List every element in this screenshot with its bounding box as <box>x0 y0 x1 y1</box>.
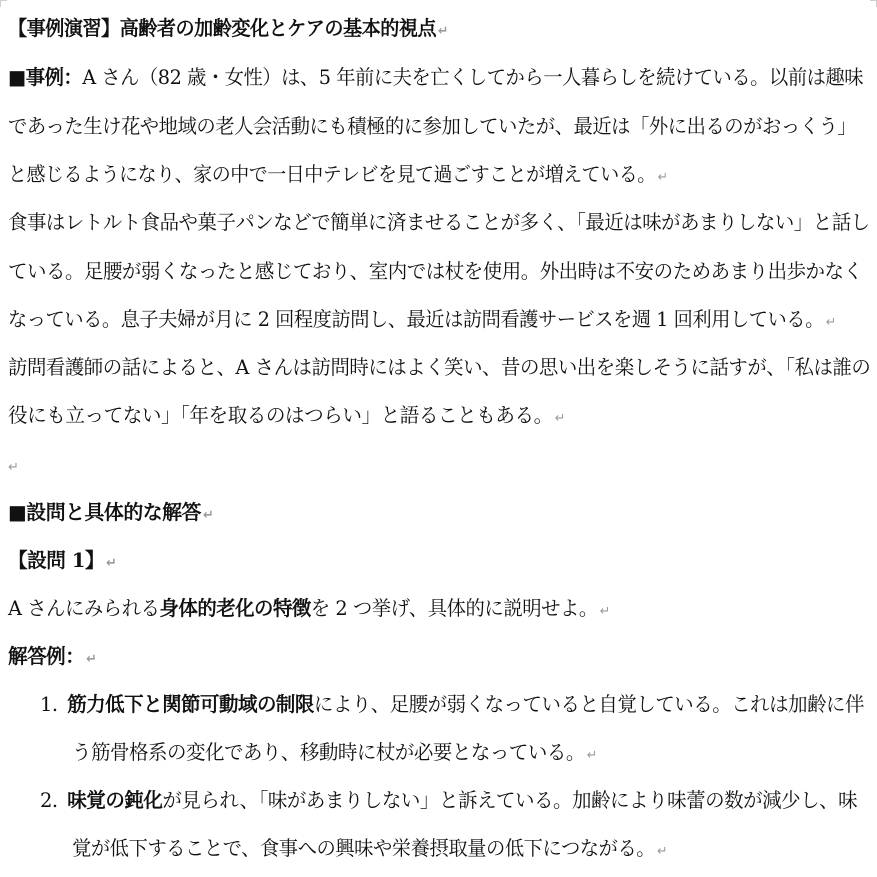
paragraph-mark-icon: ↵ <box>599 604 610 619</box>
answer-item-continuation: う筋骨格系の変化であり、移動時に杖が必要となっている。 ↵ <box>72 740 597 764</box>
paragraph-mark-icon: ↵ <box>825 315 836 330</box>
paragraph-mark-icon: ↵ <box>86 652 97 667</box>
paragraph-mark-icon: ↵ <box>202 508 214 523</box>
list-number: 2. <box>40 788 58 812</box>
question-prompt: A さんにみられる身体的老化の特徴を 2 つ挙げ、具体的に説明せよ。 ↵ <box>8 596 610 620</box>
case-line: 訪問看護師の話によると、A さんは訪問時にはよく笑い、昔の思い出を楽しそうに話すが、「私は誰の <box>8 355 871 379</box>
answer-item: 2. 味覚の鈍化が見られ、「味があまりしない」と訴えている。加齢により味蕾の数が減少し、味 <box>40 788 858 812</box>
paragraph-mark-icon: ↵ <box>586 748 597 763</box>
empty-paragraph <box>8 450 18 478</box>
paragraph-mark-icon: ↵ <box>554 411 565 426</box>
section-heading: ■設問と具体的な解答 ↵ <box>8 500 214 524</box>
page-corner-mark <box>870 0 877 7</box>
paragraph-mark-icon: ↵ <box>657 844 668 859</box>
paragraph-mark-icon: ↵ <box>106 556 117 571</box>
paragraph-mark-icon: ↵ <box>437 24 448 39</box>
case-line: であった生け花や地域の老人会活動にも積極的に参加していたが、最近は「外に出るのがおっくう」 <box>8 114 857 138</box>
case-line: 食事はレトルト食品や菓子パンなどで簡単に済ませることが多く、「最近は味があまりしない」と話し <box>8 210 870 234</box>
case-line: 役にも立ってない」「年を取るのはつらい」と語ることもある。 ↵ <box>8 403 565 427</box>
answer-item: 1. 筋力低下と関節可動域の制限により、足腰が弱くなっていると自覚している。これは加齢に伴 <box>40 692 864 716</box>
list-number: 1. <box>40 692 58 716</box>
case-line: ■事例：A さん（82 歳・女性）は、5 年前に夫を亡くしてから一人暮らしを続けている。以前は趣味 <box>8 65 864 89</box>
question-heading: 【設問 1】 ↵ <box>8 548 117 572</box>
paragraph-mark-icon: ↵ <box>657 170 668 185</box>
document-title: 【事例演習】高齢者の加齢変化とケアの基本的視点 ↵ <box>8 16 448 40</box>
case-line: ている。足腰が弱くなったと感じており、室内では杖を使用。外出時は不安のためあまり出歩かなく <box>8 259 863 283</box>
paragraph-mark-icon: ↵ <box>8 460 19 475</box>
answer-label: 解答例： ↵ <box>8 644 97 668</box>
case-label: ■事例： <box>8 65 83 89</box>
answer-item-continuation: 覚が低下することで、食事への興味や栄養摂取量の低下につながる。 ↵ <box>72 836 668 860</box>
case-line: と感じるようになり、家の中で一日中テレビを見て過ごすことが増えている。 ↵ <box>8 162 668 186</box>
case-line: なっている。息子夫婦が月に 2 回程度訪問し、最近は訪問看護サービスを週 1 回利用している。 ↵ <box>8 307 836 331</box>
page-corner-mark <box>0 0 7 7</box>
